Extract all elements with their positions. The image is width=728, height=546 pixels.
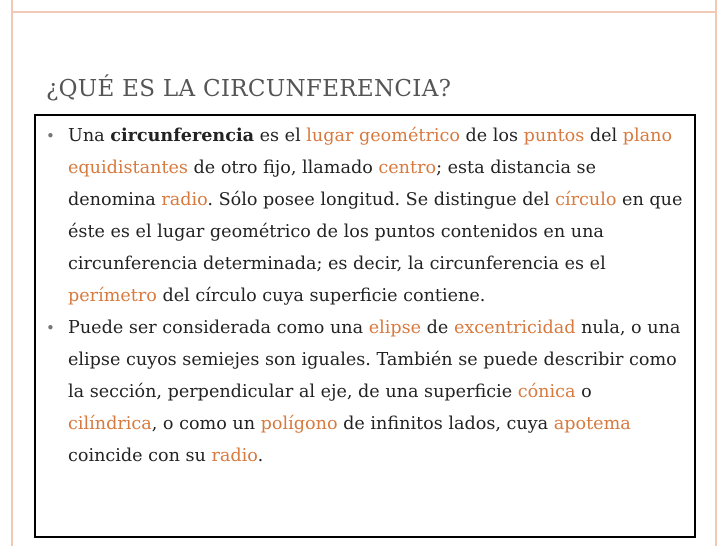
link-radio[interactable]: radio — [211, 446, 258, 466]
text-run: de los — [459, 126, 524, 146]
text-run: es el — [254, 126, 307, 146]
text-run: de otro fijo, llamado — [187, 158, 379, 178]
text-run: en que éste es el lugar geométrico de los puntos contenidos en una circunferencia determinada; es decir, la circunferencia es el — [68, 190, 683, 274]
text-run: o — [575, 382, 592, 402]
bullet-icon: • — [46, 319, 55, 337]
text-run: . Sólo posee longitud. Se distingue del — [207, 190, 556, 210]
link-cilindrica[interactable]: cilíndrica — [68, 414, 152, 434]
top-frame-line — [11, 11, 717, 13]
link-lugar-geometrico[interactable]: lugar geométrico — [306, 126, 460, 146]
link-conica[interactable]: cónica — [517, 382, 576, 402]
list-item — [46, 120, 686, 312]
text-run: del círculo cuya superficie contiene. — [156, 286, 486, 306]
text-run: ; esta distancia se denomina — [68, 158, 597, 210]
link-equidistantes[interactable]: equidistantes — [68, 158, 188, 178]
link-circulo[interactable]: círculo — [555, 190, 617, 210]
text-run: coincide con su — [68, 446, 212, 466]
text-run: Puede ser considerada como una — [68, 318, 369, 338]
text-run: , o como un — [151, 414, 261, 434]
list-item — [46, 312, 686, 472]
link-poligono[interactable]: polígono — [260, 414, 338, 434]
text-run: nula, o una elipse cuyos semiejes son iguales. También se puede describir como la sección, perpendicular al eje, de una superficie — [68, 318, 681, 402]
link-perimetro[interactable]: perímetro — [68, 286, 157, 306]
link-puntos[interactable]: puntos — [523, 126, 585, 146]
bullet-list — [46, 120, 686, 472]
link-plano[interactable]: plano — [622, 126, 673, 146]
link-radio[interactable]: radio — [161, 190, 208, 210]
link-elipse[interactable]: elipse — [368, 318, 422, 338]
link-centro[interactable]: centro — [378, 158, 437, 178]
content-box — [34, 114, 696, 538]
text-run: Una — [68, 126, 111, 146]
term-circunferencia: circunferencia — [110, 125, 255, 146]
text-run: del — [584, 126, 623, 146]
text-run: . — [257, 446, 264, 466]
text-run: de — [421, 318, 454, 338]
bullet-icon: • — [46, 127, 55, 145]
link-apotema[interactable]: apotema — [553, 414, 631, 434]
slide-title: ¿QUÉ ES LA CIRCUNFERENCIA? — [46, 76, 452, 102]
right-frame-line — [715, 0, 717, 546]
text-run: de infinitos lados, cuya — [337, 414, 554, 434]
left-frame-line — [11, 0, 13, 546]
link-excentricidad[interactable]: excentricidad — [453, 318, 576, 338]
